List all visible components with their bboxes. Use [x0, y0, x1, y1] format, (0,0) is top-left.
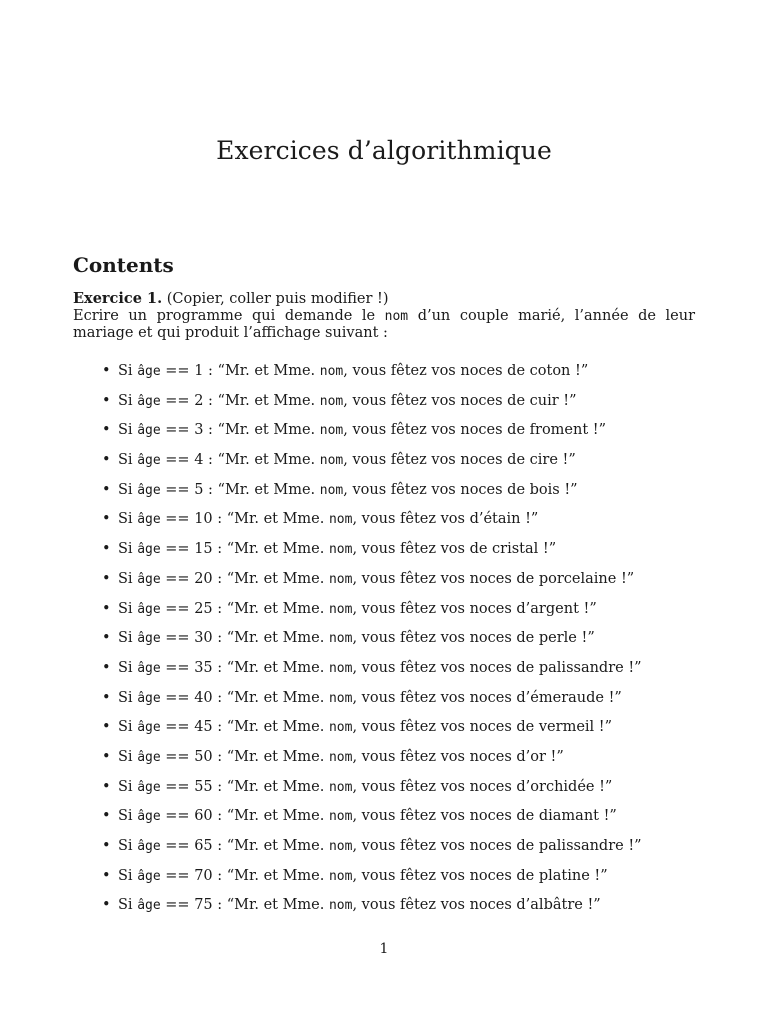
case-message-open: “Mr. et Mme. [226, 808, 325, 825]
case-si: Si [118, 570, 133, 587]
case-condition: == 3 : [165, 422, 213, 439]
case-variable: âge [137, 660, 161, 676]
case-code-nom: nom [319, 364, 344, 379]
exercise-heading [73, 290, 695, 308]
bullet-icon: • [102, 600, 111, 617]
case-condition: == 2 : [165, 392, 213, 409]
case-si: Si [118, 452, 133, 469]
case-code-nom: nom [319, 482, 344, 498]
case-message-tail: , vous fêtez vos noces de palissandre !” [352, 838, 642, 854]
case-variable: âge [137, 690, 161, 706]
case-si: Si [118, 630, 133, 647]
case-code-nom: nom [328, 690, 353, 706]
case-code-nom: nom [328, 660, 353, 676]
case-condition: == 75 : [165, 897, 223, 914]
bullet-icon: • [102, 897, 111, 914]
case-si: Si [118, 748, 133, 765]
case-code-nom: nom [328, 868, 353, 884]
case-message-open: “Mr. et Mme. [217, 363, 316, 379]
list-item [100, 359, 700, 389]
case-code-nom: nom [328, 749, 353, 765]
list-item [100, 478, 700, 508]
case-message-tail: , vous fêtez vos noces de platine !” [352, 867, 608, 884]
case-si: Si [118, 689, 133, 706]
case-condition: == 25 : [165, 600, 223, 617]
list-item [100, 775, 700, 805]
case-code-nom: nom [328, 779, 353, 795]
bullet-icon: • [102, 422, 111, 439]
case-condition: == 65 : [165, 838, 223, 854]
case-condition: == 20 : [165, 570, 223, 587]
bullet-icon: • [102, 392, 111, 409]
case-condition: == 1 : [165, 363, 213, 379]
case-variable: âge [137, 512, 161, 528]
case-message-open: “Mr. et Mme. [226, 630, 325, 647]
case-message-tail: , vous fêtez vos noces de perle !” [352, 630, 595, 647]
case-variable: âge [137, 720, 161, 736]
case-si: Si [118, 719, 133, 736]
case-code-nom: nom [328, 601, 353, 617]
case-message-open: “Mr. et Mme. [217, 452, 316, 469]
case-si: Si [118, 659, 133, 676]
case-message-tail: , vous fêtez vos noces d’argent !” [352, 600, 597, 617]
case-condition: == 45 : [165, 719, 223, 736]
case-variable: âge [137, 423, 161, 439]
bullet-icon: • [102, 689, 111, 706]
case-si: Si [118, 481, 133, 498]
case-variable: âge [137, 839, 161, 854]
case-code-nom: nom [328, 720, 353, 736]
case-message-tail: , vous fêtez vos noces de bois !” [343, 481, 578, 498]
bullet-icon: • [102, 511, 111, 528]
case-message-open: “Mr. et Mme. [226, 897, 325, 914]
case-condition: == 15 : [165, 541, 223, 558]
contents-heading: Contents [73, 253, 174, 277]
bullet-icon: • [102, 748, 111, 765]
case-variable: âge [137, 779, 161, 795]
list-item [100, 715, 700, 745]
case-condition: == 50 : [165, 748, 223, 765]
case-code-nom: nom [319, 423, 344, 439]
case-code-nom: nom [328, 542, 353, 558]
case-code-nom: nom [319, 393, 344, 409]
list-item [100, 418, 700, 448]
case-message-tail: , vous fêtez vos d’étain !” [352, 511, 539, 528]
cases-list [100, 359, 700, 923]
case-message-open: “Mr. et Mme. [217, 392, 316, 409]
exercise-label: Exercice 1. [73, 290, 163, 307]
bullet-icon: • [102, 838, 111, 854]
case-message-tail: , vous fêtez vos noces de coton !” [343, 363, 589, 379]
case-message-tail: , vous fêtez vos noces de cuir !” [343, 392, 577, 409]
bullet-icon: • [102, 808, 111, 825]
bullet-icon: • [102, 452, 111, 469]
case-message-open: “Mr. et Mme. [226, 541, 325, 558]
case-message-tail: , vous fêtez vos noces de porcelaine !” [352, 570, 635, 587]
case-variable: âge [137, 809, 161, 825]
list-item [100, 389, 700, 419]
list-item [100, 745, 700, 775]
case-si: Si [118, 392, 133, 409]
case-message-tail: , vous fêtez vos noces d’orchidée !” [352, 778, 613, 795]
bullet-icon: • [102, 570, 111, 587]
case-message-open: “Mr. et Mme. [226, 867, 325, 884]
case-message-open: “Mr. et Mme. [226, 570, 325, 587]
bullet-icon: • [102, 659, 111, 676]
list-item [100, 448, 700, 478]
case-message-open: “Mr. et Mme. [226, 719, 325, 736]
case-si: Si [118, 778, 133, 795]
bullet-icon: • [102, 719, 111, 736]
case-message-open: “Mr. et Mme. [217, 422, 316, 439]
case-condition: == 5 : [165, 481, 213, 498]
document-title: Exercices d’algorithmique [216, 136, 552, 165]
bullet-icon: • [102, 481, 111, 498]
case-variable: âge [137, 393, 161, 409]
list-item [100, 686, 700, 716]
case-message-open: “Mr. et Mme. [226, 838, 325, 854]
case-variable: âge [137, 898, 161, 914]
intro-code-nom: nom [384, 309, 409, 324]
case-variable: âge [137, 601, 161, 617]
case-condition: == 55 : [165, 778, 223, 795]
case-si: Si [118, 511, 133, 528]
case-condition: == 40 : [165, 689, 223, 706]
case-si: Si [118, 541, 133, 558]
case-message-tail: , vous fêtez vos noces d’émeraude !” [352, 689, 622, 706]
case-message-tail: , vous fêtez vos de cristal !” [352, 541, 557, 558]
case-code-nom: nom [319, 453, 344, 469]
case-si: Si [118, 808, 133, 825]
case-si: Si [118, 422, 133, 439]
list-item [100, 626, 700, 656]
case-message-open: “Mr. et Mme. [217, 481, 316, 498]
case-condition: == 60 : [165, 808, 223, 825]
case-message-tail: , vous fêtez vos noces de palissandre !” [352, 659, 642, 676]
exercise-block [73, 290, 695, 342]
case-code-nom: nom [328, 571, 353, 587]
case-variable: âge [137, 749, 161, 765]
case-condition: == 10 : [165, 511, 223, 528]
list-item [100, 893, 700, 923]
case-message-open: “Mr. et Mme. [226, 748, 325, 765]
bullet-icon: • [102, 363, 111, 379]
bullet-icon: • [102, 867, 111, 884]
case-condition: == 70 : [165, 867, 223, 884]
case-variable: âge [137, 453, 161, 469]
case-condition: == 4 : [165, 452, 213, 469]
case-code-nom: nom [328, 512, 353, 528]
list-item [100, 864, 700, 894]
case-si: Si [118, 600, 133, 617]
intro-text-before: Ecrire un programme qui demande le [73, 308, 385, 324]
case-code-nom: nom [328, 631, 353, 647]
case-si: Si [118, 897, 133, 914]
exercise-intro [73, 308, 695, 342]
case-si: Si [118, 838, 133, 854]
page-number: 1 [379, 941, 389, 957]
case-message-open: “Mr. et Mme. [226, 659, 325, 676]
list-item [100, 567, 700, 597]
list-item [100, 597, 700, 627]
case-variable: âge [137, 631, 161, 647]
case-message-open: “Mr. et Mme. [226, 511, 325, 528]
case-message-tail: , vous fêtez vos noces de froment !” [343, 422, 607, 439]
case-code-nom: nom [328, 839, 353, 854]
case-variable: âge [137, 482, 161, 498]
case-message-tail: , vous fêtez vos noces d’albâtre !” [352, 897, 601, 914]
case-si: Si [118, 867, 133, 884]
intro-text-after: d’un couple marié, l’année de leur mariage et qui produit l’affichage suivant : [73, 308, 696, 341]
list-item [100, 834, 700, 864]
case-message-open: “Mr. et Mme. [226, 778, 325, 795]
case-message-tail: , vous fêtez vos noces de diamant !” [352, 808, 617, 825]
case-message-open: “Mr. et Mme. [226, 689, 325, 706]
bullet-icon: • [102, 541, 111, 558]
case-code-nom: nom [328, 898, 353, 914]
exercise-subtitle: (Copier, coller puis modifier !) [166, 291, 389, 307]
case-variable: âge [137, 364, 161, 379]
list-item [100, 656, 700, 686]
case-variable: âge [137, 571, 161, 587]
case-si: Si [118, 363, 133, 379]
case-message-tail: , vous fêtez vos noces d’or !” [352, 748, 564, 765]
case-variable: âge [137, 868, 161, 884]
case-message-tail: , vous fêtez vos noces de cire !” [343, 452, 576, 469]
bullet-icon: • [102, 778, 111, 795]
bullet-icon: • [102, 630, 111, 647]
list-item [100, 537, 700, 567]
case-condition: == 35 : [165, 659, 223, 676]
case-code-nom: nom [328, 809, 353, 825]
list-item [100, 507, 700, 537]
case-condition: == 30 : [165, 630, 223, 647]
list-item [100, 804, 700, 834]
case-message-tail: , vous fêtez vos noces de vermeil !” [352, 719, 613, 736]
case-message-open: “Mr. et Mme. [226, 600, 325, 617]
case-variable: âge [137, 542, 161, 558]
